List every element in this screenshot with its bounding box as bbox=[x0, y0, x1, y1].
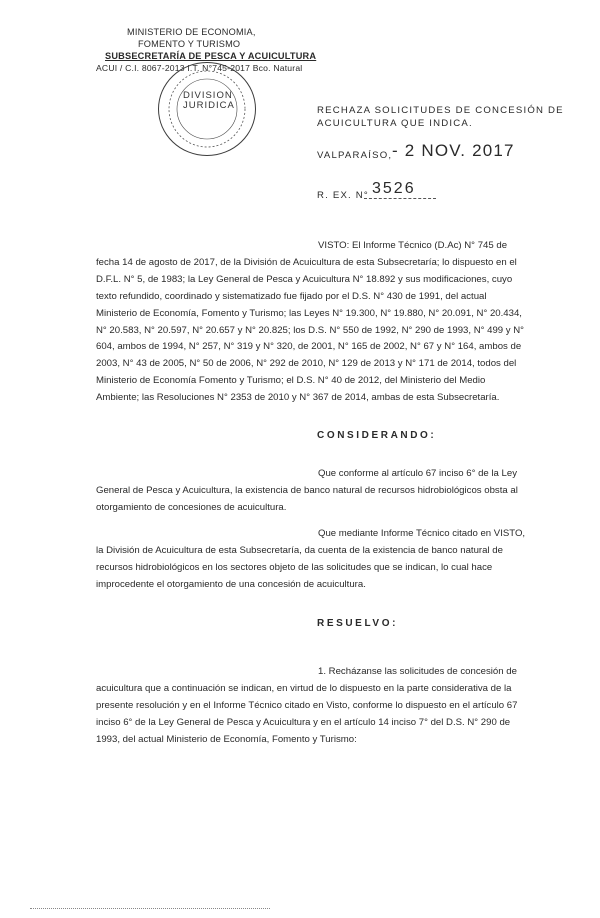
resuelvo-line: 1993, del actual Ministerio de Economía, Fomento y Turismo: bbox=[96, 733, 357, 745]
resolution-date: - 2 NOV. 2017 bbox=[392, 141, 515, 160]
subsecretaria-line: SUBSECRETARÍA DE PESCA Y ACUICULTURA bbox=[105, 51, 317, 61]
considerando-line: General de Pesca y Acuicultura, la existencia de banco natural de recursos hidrobiológicos obsta al bbox=[96, 484, 518, 496]
resolution-number: 3526 bbox=[372, 180, 416, 197]
visto-line: D.F.L. N° 5, de 1983; la Ley General de Pesca y Acuicultura N° 18.892 y sus modificaciones, cuyo bbox=[96, 273, 513, 285]
stamp-text bbox=[183, 90, 235, 111]
ministry-line-2: FOMENTO Y TURISMO bbox=[138, 39, 241, 49]
stamp-line-1: DIVISION bbox=[183, 90, 233, 101]
resolution-number-label: R. EX. N° bbox=[317, 190, 369, 201]
visto-line: 2003, N° 43 de 2005, N° 50 de 2006, N° 292 de 2010, N° 129 de 2013 y N° 171 de 2014, todos del bbox=[96, 358, 517, 370]
resuelvo-line: 1. Recházanse las solicitudes de concesión de bbox=[318, 666, 517, 677]
resuelvo-heading: RESUELVO: bbox=[317, 618, 398, 629]
ministry-line-1: MINISTERIO DE ECONOMIA, bbox=[127, 27, 256, 37]
resolution-title-line-2: ACUICULTURA QUE INDICA. bbox=[317, 118, 473, 129]
considerando-paragraph-1 bbox=[96, 466, 548, 517]
reference-line: ACUI / C.I. 8067-2013 I.T. N°745-2017 Bco. Natural bbox=[96, 63, 303, 73]
considerando-heading: CONSIDERANDO: bbox=[317, 430, 437, 441]
visto-line: VISTO: El Informe Técnico (D.Ac) N° 745 de bbox=[318, 240, 508, 251]
considerando-line: Que conforme al artículo 67 inciso 6° de la Ley bbox=[318, 468, 518, 479]
considerando-line: Que mediante Informe Técnico citado en VISTO, bbox=[318, 528, 526, 539]
visto-line: Ambiente; las Resoluciones N° 2353 de 2010 y N° 367 de 2014, ambas de esta Subsecretaría. bbox=[96, 392, 500, 404]
considerando-paragraph-2 bbox=[96, 526, 548, 594]
visto-line: Ministerio de Economía, Fomento y Turismo; las Leyes N° 19.300, N° 19.880, N° 20.091, N° 20.434, bbox=[96, 307, 522, 319]
visto-line: 604, ambos de 1994, N° 257, N° 319 y N° 320, de 2001, N° 165 de 2002, N° 67 y N° 164, ambos de bbox=[96, 341, 522, 353]
stamp-line-2: JURIDICA bbox=[183, 100, 235, 111]
resolution-number-line bbox=[364, 198, 436, 199]
resuelvo-line: inciso 6° de la Ley General de Pesca y Acuicultura y en el artículo 14 inciso 7° del D.S. N° 290 de bbox=[96, 716, 511, 728]
visto-line: Ministerio de Economía Fomento y Turismo; el D.S. N° 40 de 2012, del Ministerio del Medio bbox=[96, 375, 486, 387]
visto-line: texto refundido, coordinado y sistematizado fue fijado por el D.S. N° 430 de 1991, del actual bbox=[96, 290, 487, 302]
considerando-line: improcedente el otorgamiento de una concesión de acuicultura. bbox=[96, 578, 366, 590]
considerando-line: otorgamiento de concesiones de acuicultura. bbox=[96, 501, 287, 513]
place-label: VALPARAÍSO, bbox=[317, 150, 393, 161]
resuelvo-paragraph-1 bbox=[96, 664, 548, 749]
visto-block bbox=[96, 238, 548, 407]
resolution-title-line-1: RECHAZA SOLICITUDES DE CONCESIÓN DE bbox=[317, 105, 564, 116]
visto-line: fecha 14 de agosto de 2017, de la División de Acuicultura de esta Subsecretaría; lo dispuesto en el bbox=[96, 256, 517, 268]
visto-line: N° 20.583, N° 20.597, N° 20.657 y N° 20.825; los D.S. N° 550 de 1992, N° 290 de 1993, N° 499 y N° bbox=[96, 324, 525, 336]
division-juridica-stamp bbox=[158, 62, 256, 156]
resuelvo-line: acuicultura que a continuación se indican, en virtud de lo dispuesto en la parte considerativa de la bbox=[96, 682, 512, 694]
resuelvo-line: presente resolución y en el Informe Técnico citado en Visto, conforme lo dispuesto en el artículo 67 bbox=[96, 699, 518, 711]
considerando-line: recursos hidrobiológicos en los sectores objeto de las solicitudes que se indican, lo cual hace bbox=[96, 561, 493, 573]
considerando-line: la División de Acuicultura de esta Subsecretaría, da cuenta de la existencia de banco natural de bbox=[96, 544, 503, 556]
footer-divider bbox=[30, 908, 270, 909]
